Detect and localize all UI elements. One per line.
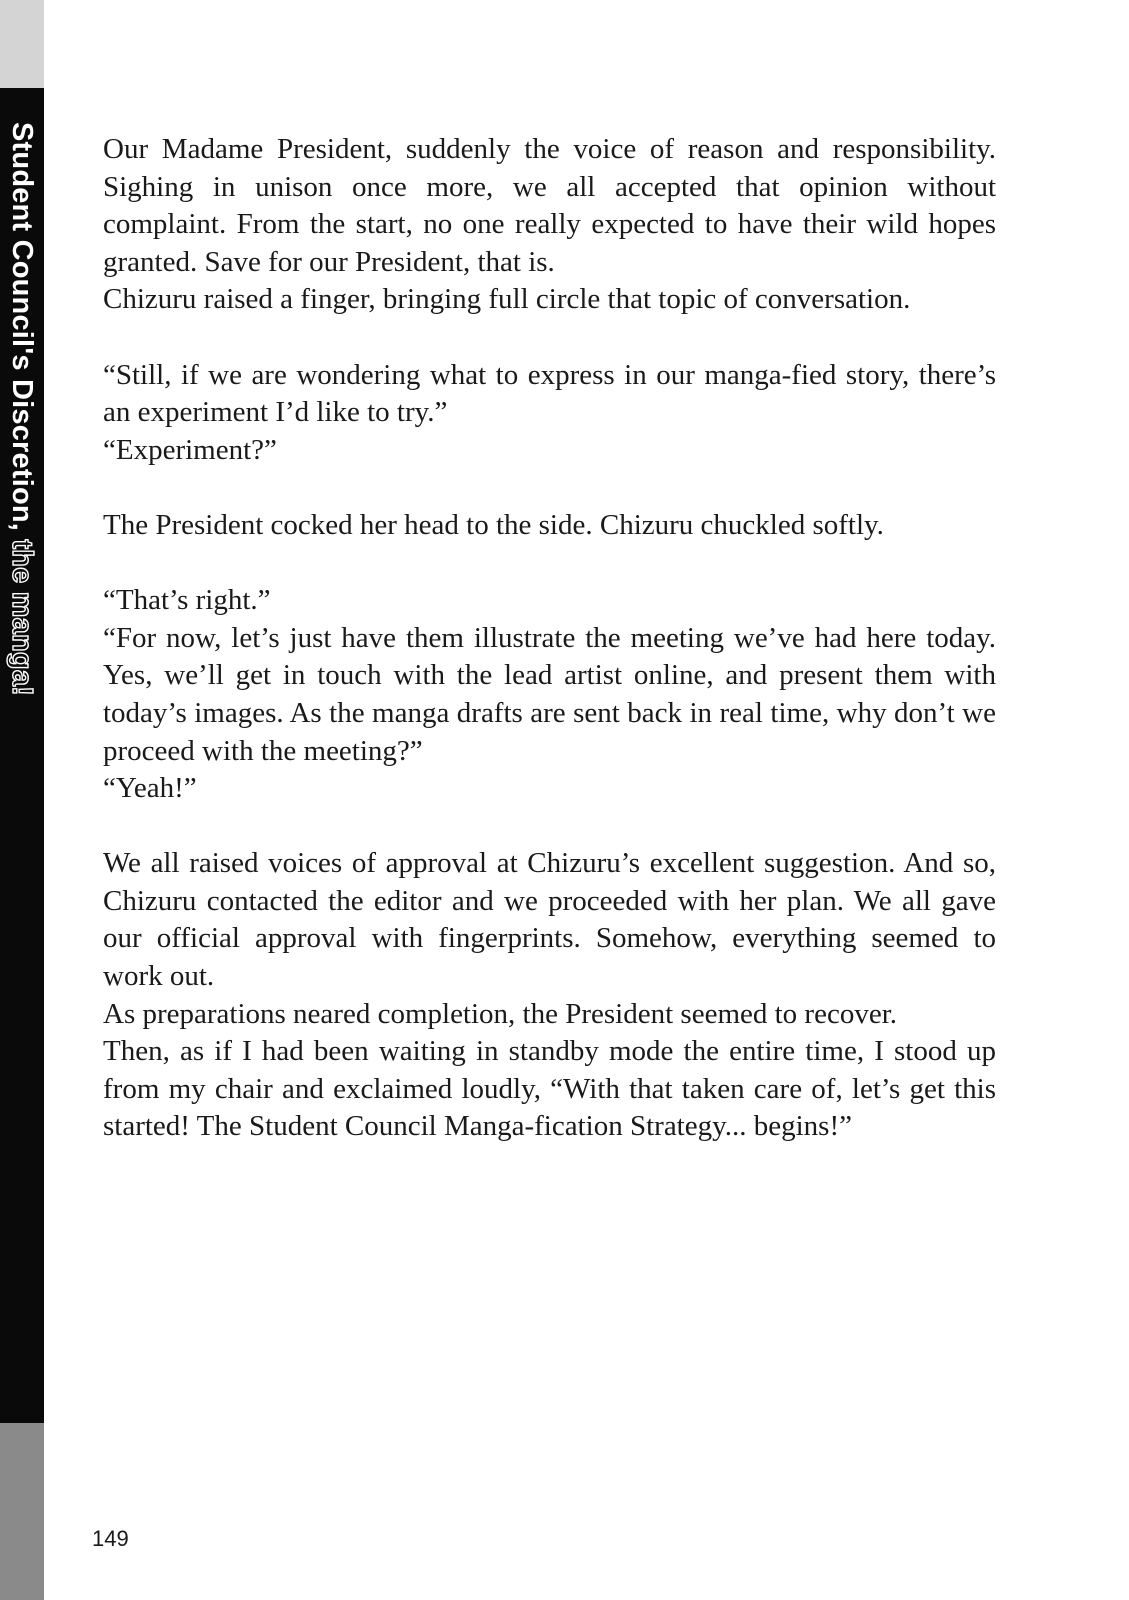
book-title-vertical xyxy=(6,122,38,696)
paragraph: “Experiment?” xyxy=(103,433,277,466)
paragraph: “That’s right.” xyxy=(103,584,271,617)
paragraph: Then, as if I had been waiting in standby mode the entire time, I stood up from my chair and exclaimed loudly, “With that taken care of, let’s get this started! The Student Council Manga-fication Strategy... begins!” xyxy=(103,1035,996,1143)
side-strip-top xyxy=(0,0,44,88)
paragraph: “Still, if we are wondering what to express in our manga-fied story, there’s an experiment I’d like to try.” xyxy=(103,358,996,429)
paragraph: As preparations neared completion, the President seemed to recover. xyxy=(103,997,898,1030)
paragraph: We all raised voices of approval at Chizuru’s excellent suggestion. And so, Chizuru contacted the editor and we proceeded with her plan. We all gave our official approval with fingerprints. Somehow, everything seemed to work out. xyxy=(103,847,996,993)
page-number: 149 xyxy=(92,1526,129,1551)
paragraph: “For now, let’s just have them illustrate the meeting we’ve had here today. Yes, we’ll get in touch with the lead artist online, and present them with today’s images. As the manga drafts are sent back in real time, why don’t we proceed with the meeting?” xyxy=(103,621,996,767)
paragraph: “Yeah!” xyxy=(103,772,197,805)
paragraph: Our Madame President, suddenly the voice of reason and responsibility. Sighing in unison once more, we all accepted that opinion without complaint. From the start, no one really expected to have their wild hopes granted. Save for our President, that is. xyxy=(103,133,996,278)
paragraph: The President cocked her head to the side. Chizuru chuckled softly. xyxy=(103,508,884,541)
book-title-highlight: the manga! xyxy=(6,539,38,697)
book-title-main: Student Council's Discretion, xyxy=(6,122,38,540)
paragraph: Chizuru raised a finger, bringing full circle that topic of conversation. xyxy=(103,283,911,316)
side-strip-bottom xyxy=(0,1423,44,1600)
body-text xyxy=(103,131,996,1146)
